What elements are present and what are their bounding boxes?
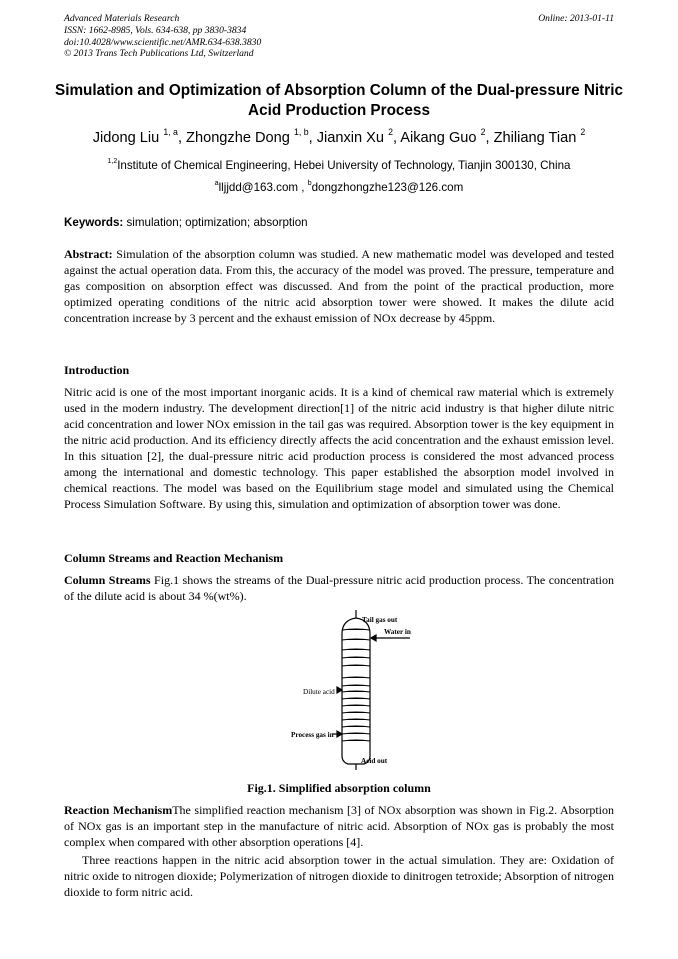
column-tray xyxy=(342,691,370,692)
column-tray xyxy=(342,649,370,650)
author-name: Zhongzhe Dong xyxy=(186,130,290,146)
column-tray xyxy=(342,677,370,678)
copyright-line: © 2013 Trans Tech Publications Ltd, Switzerland xyxy=(64,48,254,60)
reaction-mechanism-paragraph xyxy=(64,802,614,850)
paper-title: Simulation and Optimization of Absorption Column of the Dual-pressure Nitric Acid Production Process xyxy=(55,82,623,119)
author-separator: , xyxy=(485,130,494,146)
reactions-paragraph xyxy=(64,852,614,900)
reactions-text: Three reactions happen in the nitric acid absorption tower in the actual simulation. They are: Oxidation of nitric oxide to nitrogen dioxide; Polymerization of nitrogen dioxide to dinitrogen tetroxide; Absorption of nitrogen dioxide to form nitric acid. xyxy=(64,853,614,899)
absorption-column-figure xyxy=(280,606,440,770)
journal-header xyxy=(64,13,614,60)
keywords xyxy=(64,215,614,230)
column-streams-text: Fig.1 shows the streams of the Dual-pressure nitric acid production process. The concentration of the dilute acid is about 34 %(wt%). xyxy=(64,573,614,603)
affiliation-sup: 1,2 xyxy=(107,158,118,166)
author-separator: , xyxy=(177,130,187,146)
introduction-text: Nitric acid is one of the most important inorganic acids. It is a kind of chemical raw material which is extremely used in the modern industry. The development direction[1] of the nitric acid industry is that higher dilute nitric acid concentration and lower NOx emission in the tail gas was required. Absorption tower is the key equipment in the nitric acid production. And its efficiency directly affects the acid concentration and the exhaust emission level. In this situation [2], the dual-pressure nitric acid production process is considered the most advanced process among the international and domestic technology. This paper established the absorption model involved in chemical reactions. The model was based on the Equilibrium stage model and simulated using the Chemical Process Simulation Software. By using this, simulation and optimization of absorption tower was done. xyxy=(64,385,614,511)
column-tray xyxy=(342,705,370,706)
author-separator: , xyxy=(308,130,317,146)
column-tray xyxy=(342,639,370,640)
author-affiliation-sup: 1, a xyxy=(163,126,178,137)
email-b-sup: b xyxy=(307,180,312,188)
affiliation-text: Institute of Chemical Engineering, Hebei University of Technology, Tianjin 300130, China xyxy=(117,159,571,172)
label-dilute-acid: Dilute acid xyxy=(303,688,335,696)
column-tray xyxy=(342,712,370,713)
keywords-text: simulation; optimization; absorption xyxy=(123,216,308,229)
label-water-in: Water in xyxy=(384,628,411,636)
issn-line: ISSN: 1662-8985, Vols. 634-638, pp 3830-3834 xyxy=(64,24,247,36)
author-emails xyxy=(20,180,658,195)
online-date: Online: 2013-01-11 xyxy=(538,13,614,24)
author-separator: , xyxy=(392,130,401,146)
email-a-sup: a xyxy=(214,180,219,188)
abstract xyxy=(64,246,614,326)
column-streams-paragraph xyxy=(64,572,614,604)
author-name: Jianxin Xu xyxy=(316,130,385,146)
reaction-mechanism-label: Reaction Mechanism xyxy=(64,803,173,817)
keywords-label: Keywords: xyxy=(64,216,124,229)
label-process-gas: Process gas in xyxy=(291,731,334,739)
author-affiliation-sup: 2 xyxy=(480,126,486,137)
figure-caption: Fig.1. Simplified absorption column xyxy=(247,781,431,795)
email-b[interactable]: dongzhongzhe123@126.com xyxy=(311,181,464,194)
affiliation xyxy=(20,158,658,173)
column-tray xyxy=(342,733,370,734)
email-separator: , xyxy=(298,181,308,194)
column-tray xyxy=(342,740,370,741)
doi-line: doi:10.4028/www.scientific.net/AMR.634-638.3830 xyxy=(64,36,262,48)
introduction-heading: Introduction xyxy=(64,363,130,377)
column-tray xyxy=(342,629,370,630)
email-a[interactable]: lljjdd@163.com xyxy=(218,181,299,194)
column-tray xyxy=(342,685,370,686)
column-tray xyxy=(342,698,370,699)
reaction-mechanism-text: The simplified reaction mechanism [3] of NOx absorption was shown in Fig.2. Absorption of NOx gas is an important step in the manufacture of nitric acid. Absorption of NOx gas is probably the most complex when compared with other absorption operations [4]. xyxy=(64,803,614,849)
author-name: Aikang Guo xyxy=(400,130,477,146)
author-affiliation-sup: 2 xyxy=(388,126,393,137)
abstract-label: Abstract: xyxy=(64,247,113,261)
abstract-text: Simulation of the absorption column was studied. A new mathematic model was developed and tested against the actual operation data. From this, the accuracy of the model was proved. The pressure, temperature and gas composition on absorption effect was discussed. And from the point of the practical production, more optimized operating conditions of the nitric acid absorption tower were showed. It makes the dilute acid concentration increase by 3 percent and the exhaust emission of NOx decrease by 45ppm. xyxy=(64,247,614,325)
column-tray xyxy=(342,657,370,658)
column-tray xyxy=(342,665,370,666)
author-list xyxy=(20,128,658,148)
column-tray xyxy=(342,726,370,727)
author-name: Zhiliang Tian xyxy=(493,130,577,146)
section-heading: Column Streams and Reaction Mechanism xyxy=(64,551,284,565)
journal-name: Advanced Materials Research xyxy=(64,13,180,24)
label-tail-gas: Tail gas out xyxy=(362,616,398,624)
author-affiliation-sup: 2 xyxy=(580,126,586,137)
label-acid-out: Acid out xyxy=(361,757,388,765)
author-affiliation-sup: 1, b xyxy=(293,126,309,137)
column-tray xyxy=(342,719,370,720)
column-streams-label: Column Streams xyxy=(64,573,151,587)
author-name: Jidong Liu xyxy=(92,130,160,146)
